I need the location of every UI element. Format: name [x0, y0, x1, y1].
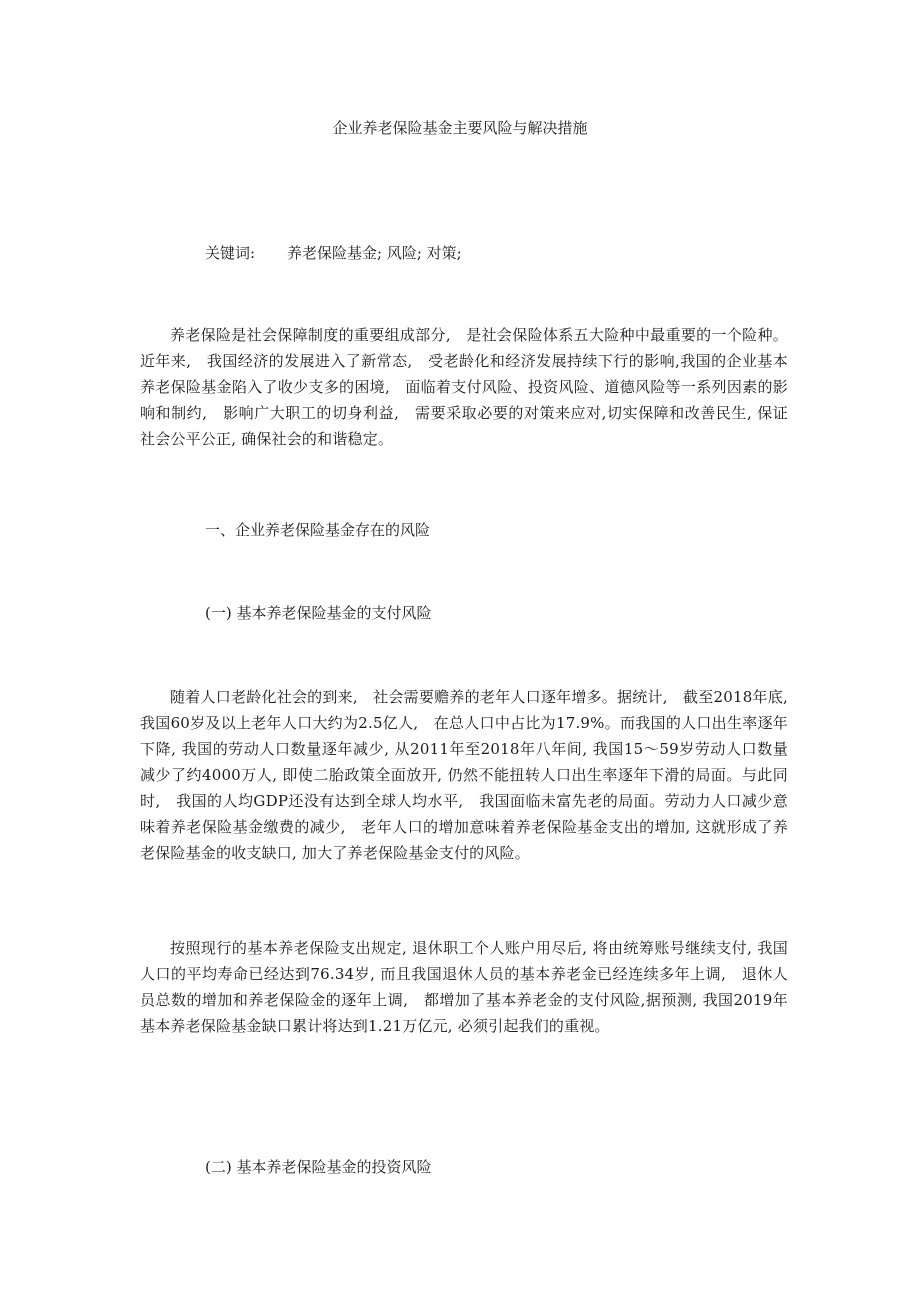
payment-risk-paragraph-2: 按照现行的基本养老保险支出规定, 退休职工个人账户用尽后, 将由统筹账号继续支付, 我国人口的平均寿命已经达到76.34岁, 而且我国退休人员的基本养老金已经连续多年上调, 退休人员总数的增加和养老保险金的逐年上调, 都增加了基本养老金的支付风险,据预测, 我国2019年基本养老保险基金缺口累计将达到1.21万亿元, 必须引起我们的重视。 [140, 939, 788, 1035]
keywords-label: 关键词: [205, 244, 256, 262]
subsection-heading-investment-risk: (二) 基本养老保险基金的投资风险 [205, 1158, 432, 1176]
payment-risk-paragraph-1: 随着人口老龄化社会的到来, 社会需要赡养的老年人口逐年增多。据统计, 截至2018年底, 我国60岁及以上老年人口大约为2.5亿人, 在总人口中占比为17.9%。而我国的人口出生率逐年下降, 我国的劳动人口数量逐年减少, 从2011年至2018年八年间, 我国15～59岁劳动人口数量减少了约4000万人, 即使二胎政策全面放开, 仍然不能扭转人口出生率逐年下滑的局面。与此同时, 我国的人均GDP还没有达到全球人均水平, 我国面临未富先老的局面。劳动力人口减少意味着养老保险基金缴费的减少, 老年人口的增加意味着养老保险基金支出的增加, 这就形成了养老保险基金的收支缺口, 加大了养老保险基金支付的风险。 [140, 688, 804, 862]
keywords-value: 养老保险基金; 风险; 对策; [287, 244, 462, 262]
subsection-heading-payment-risk: (一) 基本养老保险基金的支付风险 [205, 604, 432, 622]
document-title: 企业养老保险基金主要风险与解决措施 [332, 119, 588, 137]
keywords-line [205, 242, 462, 264]
intro-paragraph: 养老保险是社会保障制度的重要组成部分, 是社会保险体系五大险种中最重要的一个险种。近年来, 我国经济的发展进入了新常态, 受老龄化和经济发展持续下行的影响,我国的企业基本养老保险基金陷入了收少支多的困境, 面临着支付风险、投资风险、道德风险等一系列因素的影响和制约, 影响广大职工的切身利益, 需要采取必要的对策来应对,切实保障和改善民生, 保证社会公平公正, 确保社会的和谐稳定。 [140, 326, 788, 448]
section-heading-risks: 一、企业养老保险基金存在的风险 [205, 521, 431, 539]
